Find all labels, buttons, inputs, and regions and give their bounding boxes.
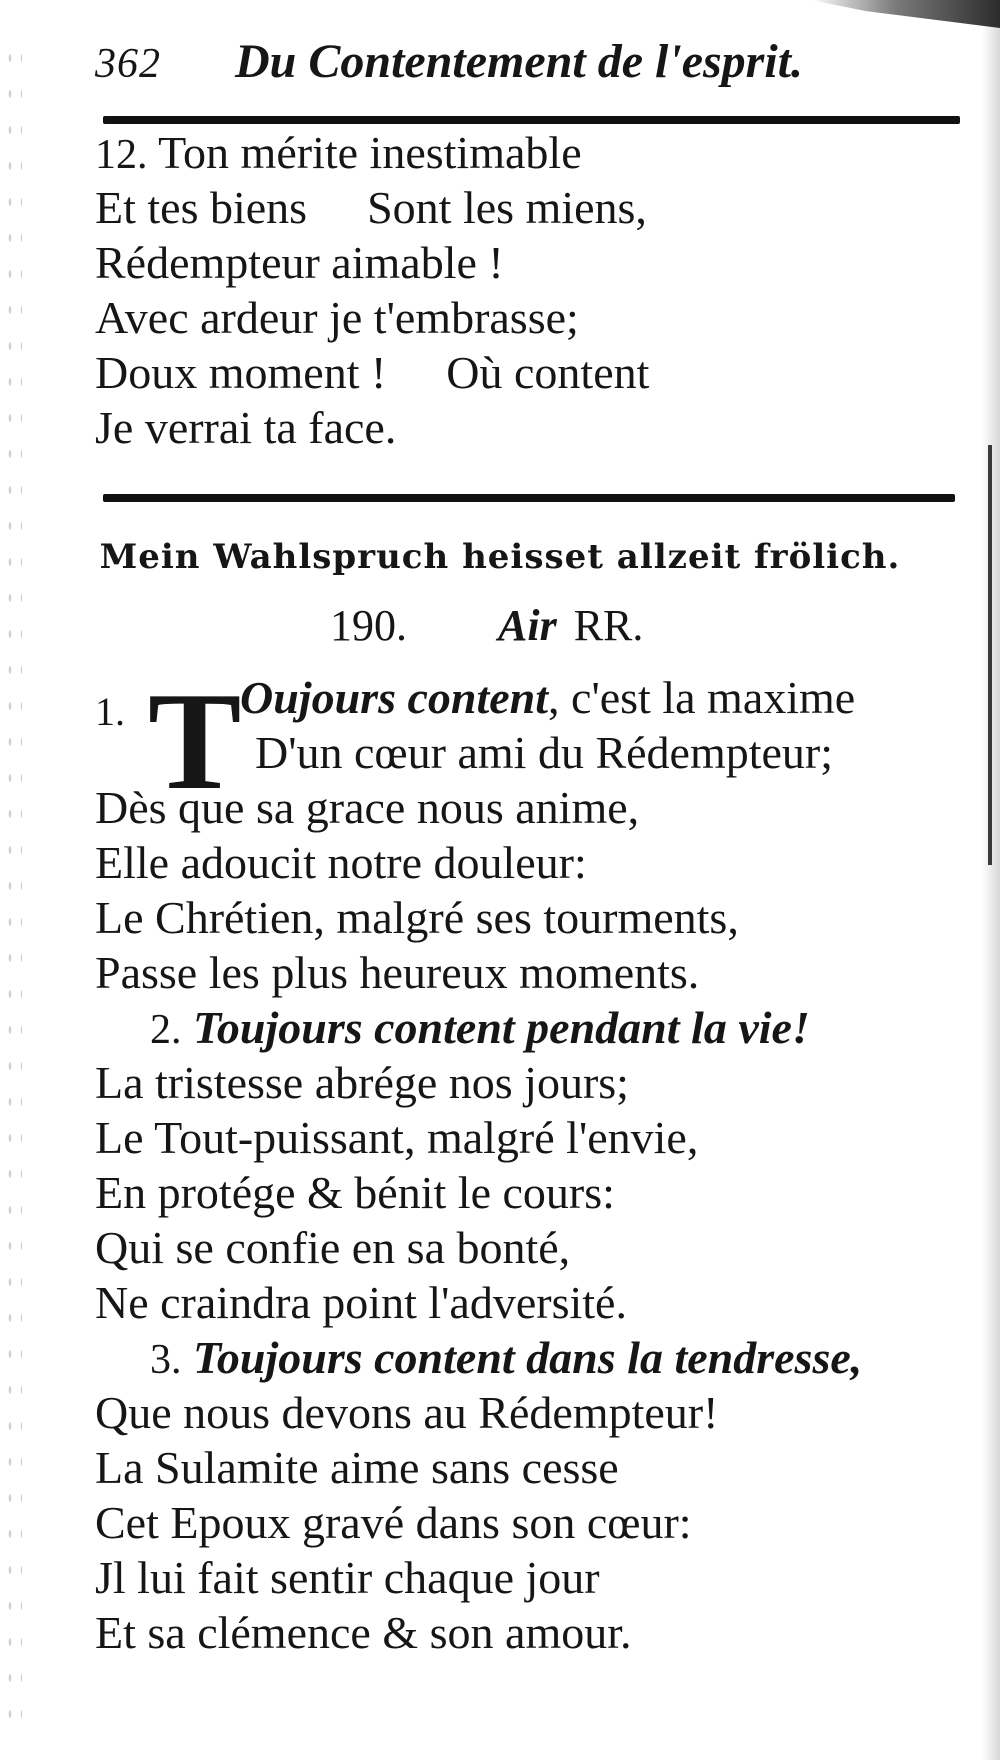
- tune-name: Mein Wahlspruch heisset allzeit frölich.: [99, 537, 901, 577]
- verse-line: Rédempteur aimable !: [95, 237, 504, 288]
- verse-line: Je verrai ta face.: [95, 402, 397, 453]
- verse-line: Dès que sa grace nous anime,: [95, 782, 640, 833]
- verse-text: Ton mérite inestimable: [158, 127, 582, 178]
- verse-text: Sont les miens,: [367, 182, 647, 233]
- verse-line: Qui se confie en sa bonté,: [95, 1222, 571, 1273]
- verse-line: Ne craindra point l'adversité.: [95, 1277, 627, 1328]
- verse-line: Le Tout-puissant, malgré l'envie,: [95, 1112, 699, 1163]
- verse-line: Cet Epoux gravé dans son cœur:: [95, 1497, 692, 1548]
- page-edge-shadow: [982, 0, 1000, 1760]
- header-rule: [103, 116, 960, 124]
- verse-line: [95, 347, 650, 398]
- page-edge-speckles: [4, 40, 22, 1740]
- verse-text: , c'est la maxime: [548, 672, 856, 723]
- air-key: RR.: [573, 601, 644, 650]
- page-edge-line: [988, 445, 992, 865]
- corner-smudge: [810, 0, 1000, 28]
- verse-line: Et sa clémence & son amour.: [95, 1607, 632, 1658]
- verse-line: Le Chrétien, malgré ses tourments,: [95, 892, 739, 943]
- verse-line: [95, 127, 582, 178]
- page-number: 362: [95, 41, 161, 87]
- air-label: Air: [498, 601, 557, 650]
- hymn-heading: [330, 600, 643, 651]
- verse-text: Où content: [446, 347, 650, 398]
- verse-line: [240, 672, 856, 723]
- verse-text-italic: Toujours content pendant la vie!: [193, 1002, 810, 1053]
- verse-line: En protége & bénit le cours:: [95, 1167, 615, 1218]
- verse-line: Jl lui fait sentir chaque jour: [95, 1552, 600, 1603]
- verse-line: [150, 1332, 863, 1383]
- drop-cap: T: [148, 664, 242, 819]
- verse-line: La tristesse abrége nos jours;: [95, 1057, 629, 1108]
- verse-text-italic: Toujours content dans la tendresse,: [193, 1332, 863, 1383]
- verse-line: Elle adoucit notre douleur:: [95, 837, 587, 888]
- verse-line: Que nous devons au Rédempteur!: [95, 1387, 719, 1438]
- verse-line: [150, 1002, 810, 1053]
- verse-line: La Sulamite aime sans cesse: [95, 1442, 619, 1493]
- verse-line: [95, 182, 647, 233]
- running-head: [95, 32, 965, 92]
- verse-text-italic: Oujours content: [240, 672, 549, 723]
- verse-number: 12.: [95, 132, 148, 178]
- running-title: Du Contentement de l'esprit.: [235, 35, 804, 88]
- verse-line: Avec ardeur je t'embrasse;: [95, 292, 579, 343]
- verse-text: Doux moment !: [95, 347, 387, 398]
- verse-line: Passe les plus heureux moments.: [95, 947, 700, 998]
- verse-text: Et tes biens: [95, 182, 308, 233]
- stanza-number: 2.: [150, 1007, 182, 1053]
- section-rule: [103, 494, 955, 502]
- stanza-number: 1.: [95, 689, 125, 734]
- verse-line: D'un cœur ami du Rédempteur;: [255, 727, 834, 778]
- hymn-number: 190.: [330, 601, 407, 650]
- stanza-number: 3.: [150, 1337, 182, 1383]
